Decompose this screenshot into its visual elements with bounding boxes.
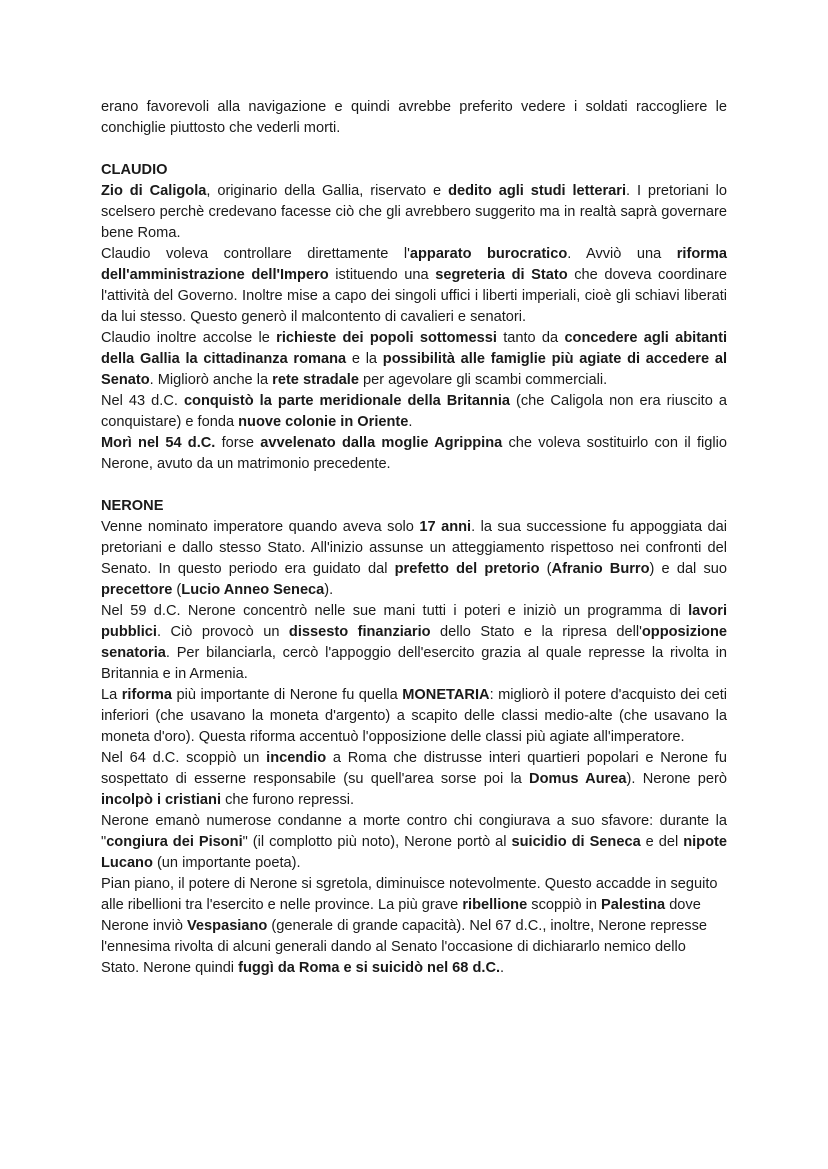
text-run: . I pretoriani lo scelsero perchè credevano facesse ciò che gli avrebbero suggerito ma in realtà saprà governare bene Roma. xyxy=(101,183,727,241)
bold-text-run: dedito agli studi letterari xyxy=(448,183,627,199)
bold-text-run: nuove colonie in Oriente xyxy=(238,414,409,430)
text-run: , originario della Gallia, riservato e xyxy=(206,183,449,199)
bold-text-run: Vespasiano xyxy=(187,918,268,934)
text-run: che voleva sostituirlo con il figlio Nerone, avuto da un matrimonio precedente. xyxy=(101,435,727,472)
nerone-paragraph-3 xyxy=(101,685,727,748)
text-run: . Migliorò anche la xyxy=(149,372,273,388)
text-run: dello Stato e la ripresa dell' xyxy=(430,624,642,640)
bold-text-run: apparato burocratico xyxy=(409,246,568,262)
text-run: che doveva coordinare l'attività del Governo. Inoltre mise a capo dei singoli uffici i liberti imperiali, cioè gli schiavi liberati da lui stesso. Questo generò il malcontento di cavalieri e senatori. xyxy=(101,267,727,325)
nerone-paragraph-4 xyxy=(101,748,727,811)
section-heading-nerone: NERONE xyxy=(101,498,164,514)
bold-text-run: concedere agli abitanti della Gallia la cittadinanza romana xyxy=(101,330,728,367)
bold-text-run: lavori pubblici xyxy=(101,603,727,640)
text-run: ). xyxy=(324,582,334,598)
text-run: Pian piano, il potere di Nerone si sgretola, diminuisce notevolmente. Questo accadde in seguito alle ribellioni tra l'esercito e nelle province. La più grave xyxy=(101,876,718,913)
text-run: Claudio inoltre accolse le xyxy=(101,330,277,346)
intro-paragraph: erano favorevoli alla navigazione e quindi avrebbe preferito vedere i soldati raccogliere le conchiglie piuttosto che vederli morti. xyxy=(101,99,727,136)
bold-text-run: ribellione xyxy=(462,897,528,913)
bold-text-run: avvelenato dalla moglie Agrippina xyxy=(260,435,503,451)
text-run: ) e dal suo xyxy=(649,561,728,577)
claudio-paragraph-4 xyxy=(101,391,727,433)
nerone-paragraph-2 xyxy=(101,601,727,685)
bold-text-run: possibilità alle famiglie più agiate di accedere al Senato xyxy=(101,351,727,388)
bold-text-run: precettore xyxy=(101,582,173,598)
bold-text-run: richieste dei popoli sottomessi xyxy=(276,330,497,346)
text-run: istituendo una xyxy=(328,267,436,283)
bold-text-run: fuggì da Roma e si suicidò nel 68 d.C. xyxy=(238,960,501,976)
text-run: dove Nerone inviò xyxy=(101,897,701,934)
claudio-paragraph-5 xyxy=(101,433,727,475)
text-run: : migliorò il potere d'acquisto dei ceti inferiori (che usavano la moneta d'argento) a scapito delle classi medio-alte (che usavano la moneta d'oro). Questa riforma accentuò l'opposizione delle classi più agiate all'imperatore. xyxy=(101,687,727,745)
text-run: . xyxy=(500,960,505,976)
bold-text-run: Palestina xyxy=(601,897,666,913)
text-run: forse xyxy=(215,435,261,451)
text-run: Nel 43 d.C. xyxy=(101,393,184,409)
section-spacer xyxy=(101,475,727,496)
text-run: a Roma che distrusse interi quartieri popolari e Nerone fu sospettato di esserne responsabile (su quell'area sorse poi la xyxy=(101,750,728,787)
text-run: . Ciò provocò un xyxy=(156,624,289,640)
text-run: Nel 64 d.C. scoppiò un xyxy=(101,750,267,766)
claudio-paragraph-2 xyxy=(101,244,727,328)
text-run: più importante di Nerone fu quella xyxy=(172,687,403,703)
text-run: . Per bilanciarla, cercò l'appoggio dell'esercito grazia al quale represse la rivolta in Britannia e in Armenia. xyxy=(101,645,727,682)
text-run: . la sua successione fu appoggiata dai pretoriani e dallo stesso Stato. All'inizio assunse un atteggiamento rispettoso nei confronti del Senato. In questo periodo era guidato dal xyxy=(101,519,727,577)
text-run: (che Caligola non era riuscito a conquistare) e fonda xyxy=(101,393,727,430)
nerone-paragraph-1 xyxy=(101,517,727,601)
bold-text-run: Domus Aurea xyxy=(529,771,627,787)
text-run: ( xyxy=(172,582,182,598)
text-run: Claudio voleva controllare direttamente l' xyxy=(101,246,410,262)
text-run: ( xyxy=(539,561,552,577)
bold-text-run: riforma xyxy=(121,687,173,703)
nerone-paragraph-5 xyxy=(101,811,727,874)
bold-text-run: incendio xyxy=(266,750,327,766)
text-run: Nerone emanò numerose condanne a morte contro chi congiurava a suo sfavore: durante la " xyxy=(101,813,727,850)
text-run: Venne nominato imperatore quando aveva solo xyxy=(101,519,420,535)
bold-text-run: MONETARIA xyxy=(402,687,490,703)
section-heading-claudio: CLAUDIO xyxy=(101,162,168,178)
bold-text-run: Morì nel 54 d.C. xyxy=(101,435,216,451)
text-run: Nel 59 d.C. Nerone concentrò nelle sue mani tutti i poteri e iniziò un programma di xyxy=(101,603,689,619)
bold-text-run: dissesto finanziario xyxy=(288,624,431,640)
bold-text-run: suicidio di Seneca xyxy=(511,834,641,850)
text-run: tanto da xyxy=(496,330,565,346)
text-run: . xyxy=(408,414,413,430)
text-run: per agevolare gli scambi commerciali. xyxy=(358,372,608,388)
bold-text-run: Afranio Burro xyxy=(551,561,650,577)
bold-text-run: 17 anni xyxy=(419,519,472,535)
text-run: " (il complotto più noto), Nerone portò al xyxy=(242,834,512,850)
bold-text-run: rete stradale xyxy=(272,372,359,388)
bold-text-run: opposizione senatoria xyxy=(101,624,727,661)
text-run: ). Nerone però xyxy=(626,771,727,787)
text-run: e la xyxy=(346,351,383,367)
bold-text-run: Lucio Anneo Seneca xyxy=(181,582,325,598)
bold-text-run: segreteria di Stato xyxy=(435,267,568,283)
bold-text-run: riforma dell'amministrazione dell'Impero xyxy=(101,246,727,283)
document-body xyxy=(101,97,727,979)
nerone-paragraph-6 xyxy=(101,874,727,979)
text-run: (un importante poeta). xyxy=(152,855,301,871)
text-run: La xyxy=(101,687,122,703)
bold-text-run: conquistò la parte meridionale della Britannia xyxy=(183,393,510,409)
bold-text-run: congiura dei Pisoni xyxy=(106,834,243,850)
bold-text-run: prefetto del pretorio xyxy=(394,561,540,577)
section-spacer xyxy=(101,139,727,160)
text-run: . Avviò una xyxy=(567,246,677,262)
text-run: scoppiò in xyxy=(527,897,602,913)
bold-text-run: nipote Lucano xyxy=(101,834,727,871)
bold-text-run: Zio di Caligola xyxy=(101,183,207,199)
bold-text-run: incolpò i cristiani xyxy=(101,792,222,808)
text-run: e del xyxy=(640,834,684,850)
claudio-paragraph-1 xyxy=(101,181,727,244)
claudio-paragraph-3 xyxy=(101,328,727,391)
text-run: (generale di grande capacità). Nel 67 d.C., inoltre, Nerone represse l'ennesima rivolta di alcuni generali dando al Senato l'occasione di dichiararlo nemico dello Stato. Nerone quindi xyxy=(101,918,707,976)
text-run: che furono repressi. xyxy=(221,792,355,808)
